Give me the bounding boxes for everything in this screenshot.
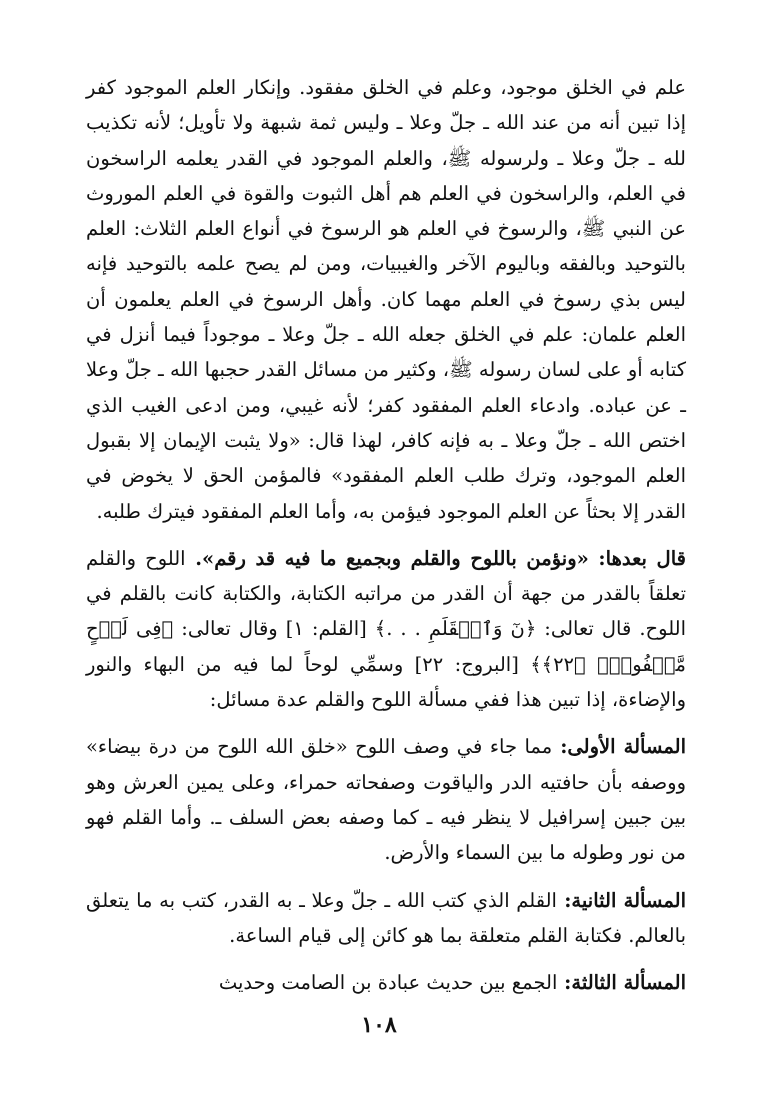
paragraph-masala-1 (86, 729, 686, 870)
paragraph-text: القلم الذي كتب الله ـ جلّ وعلا ـ به القدر، كتب به ما يتعلق بالعالم. فكتابة القلم متعلقة بما هو كائن إلى قيام الساعة. (86, 888, 686, 947)
page-number: ١٠٨ (361, 1012, 397, 1038)
paragraph-text: مما جاء في وصف اللوح «خلق الله اللوح من درة بيضاء» ووصفه بأن حافتيه الدر والياقوت وصفحاته حمراء، وعلى يمين العرش وهو بين جبين إسرافيل لا ينظر فيه ـ كما وصفه بعض السلف ـ. وأما القلم فهو من نور وطوله ما بين السماء والأرض. (86, 735, 686, 865)
paragraph-text: علم في الخلق موجود، وعلم في الخلق مفقود. وإنكار العلم الموجود كفر إذا تبين أنه من عند الله ـ جلّ وعلا ـ وليس ثمة شبهة ولا تأويل؛ لأنه تكذيب لله ـ جلّ وعلا ـ ولرسوله ﷺ، والعلم الموجود في القدر يعلمه الراسخون في العلم، والراسخون في العلم هم أهل الثبوت والقوة في العلم الموروث عن النبي ﷺ، والرسوخ في العلم هو الرسوخ في أنواع العلم الثلاث: العلم بالتوحيد وبالفقه وباليوم الآخر والغيبيات، ومن لم يصح علمه بالتوحيد فإنه ليس بذي رسوخ في العلم مهما كان. وأهل الرسوخ في العلم يعلمون أن العلم علمان: علم في الخلق جعله الله ـ جلّ وعلا ـ موجوداً فيما أنزل في كتابه أو على لسان رسوله ﷺ، وكثير من مسائل القدر حجبها الله ـ جلّ وعلا ـ عن عباده. وادعاء العلم المفقود كفر؛ لأنه غيبي، ومن ادعى الغيب الذي اختص الله ـ جلّ وعلا ـ به فإنه كافر، لهذا قال: «ولا يثبت الإيمان إلا بقبول العلم الموجود، وترك طلب العلم المفقود» فالمؤمن الحق لا يخوض في القدر إلا بحثاً عن العلم الموجود فيؤمن به، وأما العلم المفقود فيترك طلبه. (86, 76, 686, 523)
paragraph-masala-2 (86, 883, 686, 954)
page-body (86, 70, 686, 1000)
paragraph-lead: المسألة الأولى: (552, 735, 686, 759)
paragraph-text: الجمع بين حديث عبادة بن الصامت وحديث (218, 971, 558, 995)
paragraph-lead: المسألة الثانية: (556, 888, 687, 912)
paragraph-intro (86, 70, 686, 529)
paragraph-lawh-qalam (86, 541, 686, 717)
paragraph-lead: المسألة الثالثة: (557, 971, 686, 995)
paragraph-masala-3 (86, 965, 686, 1000)
paragraph-text: اللوح والقلم تعلقاً بالقدر من جهة أن القدر من مراتبه الكتابة، والكتابة كانت بالقلم في اللوح. قال تعالى: ﴿نٓ وَٱلۡقَلَمِ . . .﴾ [القلم: ١] وقال تعالى: ﴿فِى لَوۡحٍ مَّحۡفُوظِۭ ﴿٢٢﴾﴾ [البروج: ٢٢] وسمِّي لوحاً لما فيه من البهاء والنور والإضاءة، إذا تبين هذا ففي مسألة اللوح والقلم عدة مسائل: (86, 546, 687, 712)
paragraph-lead: قال بعدها: «ونؤمن باللوح والقلم وبجميع ما فيه قد رقم». (185, 546, 686, 570)
